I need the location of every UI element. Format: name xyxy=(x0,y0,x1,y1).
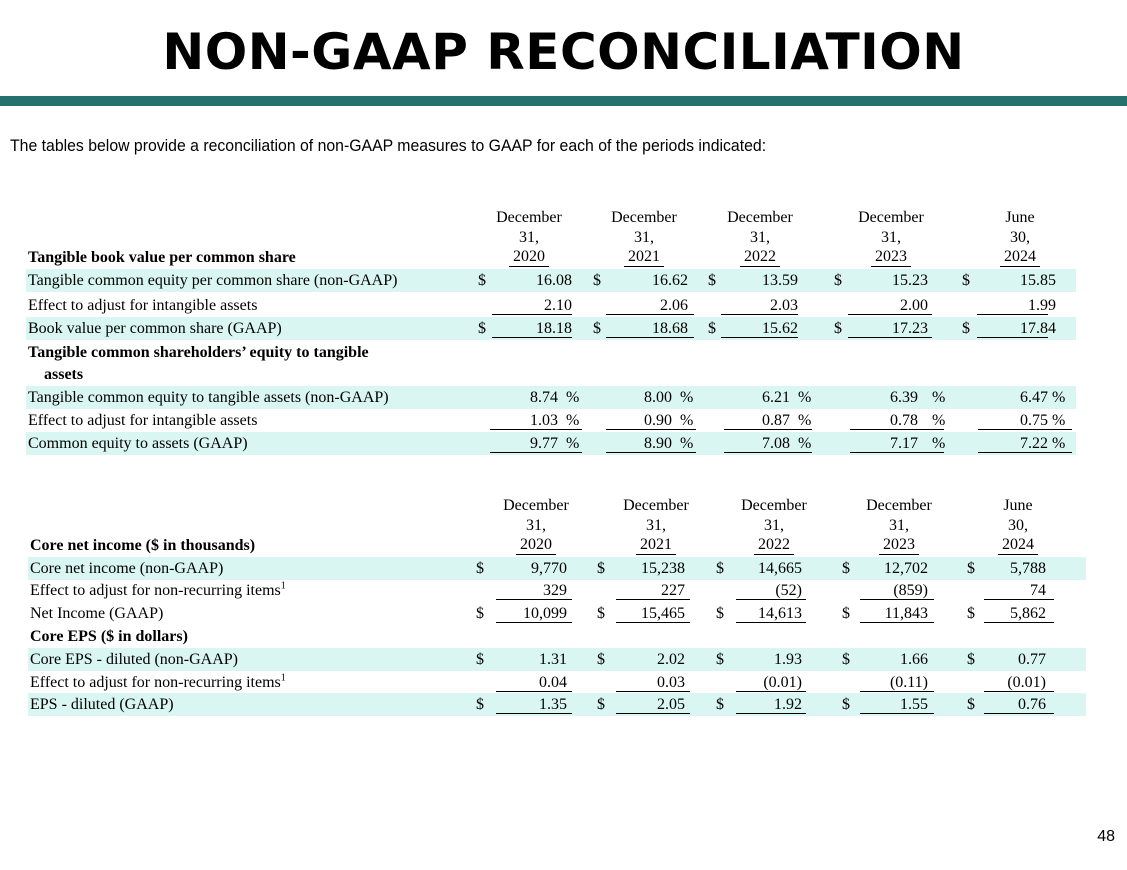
cell-value: 17.23 xyxy=(892,320,928,337)
dollar-sign: $ xyxy=(597,696,605,713)
dollar-sign: $ xyxy=(478,272,486,289)
section-title-row xyxy=(26,341,486,364)
cell-value: 15.85 xyxy=(1020,272,1056,289)
page-number: 48 xyxy=(1097,828,1115,845)
cell-underline xyxy=(736,691,806,692)
cell-underline xyxy=(496,599,572,600)
cell-value: 16.62 xyxy=(652,272,688,289)
header-year: 2021 xyxy=(636,535,676,555)
dollar-sign: $ xyxy=(967,605,975,622)
table-row xyxy=(26,432,1076,455)
cell-value: 0.77 xyxy=(1018,651,1046,668)
section-title: assets xyxy=(44,366,84,383)
header-day: 31, xyxy=(881,228,901,246)
cell-underline xyxy=(984,691,1054,692)
cell-value: 1.92 xyxy=(774,696,802,713)
dollar-sign: $ xyxy=(834,272,842,289)
dollar-sign: $ xyxy=(967,651,975,668)
header-month: June xyxy=(1003,497,1033,514)
percent-sign: % xyxy=(566,435,580,452)
row-label-text: Effect to adjust for non-recurring items xyxy=(30,582,281,599)
dollar-sign: $ xyxy=(716,560,724,577)
row-label xyxy=(30,579,286,602)
dollar-sign: $ xyxy=(593,272,601,289)
cell-underline xyxy=(978,452,1072,453)
row-label: Book value per common share (GAAP) xyxy=(28,320,282,337)
header-day: 31, xyxy=(889,516,909,534)
cell-underline xyxy=(736,713,806,714)
cell-value: 15.62 xyxy=(762,320,798,337)
cell-value: 0.75 xyxy=(1020,412,1048,429)
cell-value: (859) xyxy=(893,582,928,599)
table-row xyxy=(28,579,1086,602)
cell-value: 18.68 xyxy=(652,320,688,337)
tangible-book-value-table xyxy=(26,208,1076,458)
cell-value: 7.22 xyxy=(1020,435,1048,452)
cell-value: (0.01) xyxy=(763,674,802,691)
cell-value: 8.74 xyxy=(530,389,558,406)
header-year: 2020 xyxy=(509,247,549,267)
percent-sign: % xyxy=(798,412,812,429)
dollar-sign: $ xyxy=(716,651,724,668)
cell-underline xyxy=(606,337,694,338)
cell-value: 0.90 xyxy=(644,412,672,429)
cell-underline xyxy=(721,337,798,338)
table-row xyxy=(26,386,1076,409)
column-header xyxy=(724,496,824,555)
cell-value: 2.10 xyxy=(544,297,572,314)
cell-value: 17.84 xyxy=(1020,320,1056,337)
cell-underline xyxy=(848,314,932,315)
cell-underline xyxy=(616,622,690,623)
cell-underline xyxy=(860,713,934,714)
column-header xyxy=(849,496,949,555)
cell-value: 1.66 xyxy=(900,651,928,668)
row-label: Tangible common equity to tangible assets (non-GAAP) xyxy=(28,389,389,406)
cell-underline xyxy=(490,429,582,430)
dollar-sign: $ xyxy=(842,560,850,577)
cell-value: 1.35 xyxy=(539,696,567,713)
percent-sign: % xyxy=(798,435,812,452)
percent-sign: % xyxy=(566,412,580,429)
header-day: 31, xyxy=(519,228,539,246)
dollar-sign: $ xyxy=(967,560,975,577)
cell-value: 0.76 xyxy=(1018,696,1046,713)
cell-value: 15,465 xyxy=(641,605,685,622)
cell-underline xyxy=(860,622,934,623)
header-day: 31, xyxy=(764,516,784,534)
cell-value: 7.08 xyxy=(762,435,790,452)
cell-underline xyxy=(492,314,572,315)
title-divider xyxy=(0,96,1127,106)
table-row xyxy=(28,671,1086,694)
row-label: Common equity to assets (GAAP) xyxy=(28,435,248,452)
cell-value: 2.05 xyxy=(657,696,685,713)
cell-underline xyxy=(496,713,572,714)
table-row xyxy=(26,294,1076,317)
dollar-sign: $ xyxy=(476,696,484,713)
header-month: June xyxy=(1005,209,1035,226)
cell-value: 227 xyxy=(661,582,685,599)
cell-value: 16.08 xyxy=(536,272,572,289)
cell-value: 2.06 xyxy=(660,297,688,314)
cell-value: 1.55 xyxy=(900,696,928,713)
footnote-marker: 1 xyxy=(280,580,286,592)
section-title-row xyxy=(26,246,466,269)
percent-sign: % xyxy=(680,435,694,452)
row-label: Effect to adjust for intangible assets xyxy=(28,412,258,429)
cell-underline xyxy=(850,452,944,453)
header-month: December xyxy=(503,497,569,514)
cell-value: 8.90 xyxy=(644,435,672,452)
column-header xyxy=(710,208,810,267)
row-label: Tangible common equity per common share (non-GAAP) xyxy=(28,272,398,289)
cell-value: 8.00 xyxy=(644,389,672,406)
cell-value: (0.01) xyxy=(1007,674,1046,691)
column-header xyxy=(479,208,579,267)
cell-underline xyxy=(850,429,944,430)
cell-value: 6.21 xyxy=(762,389,790,406)
percent-sign: % xyxy=(932,389,946,406)
section-title-row xyxy=(28,534,468,557)
row-label-text: EPS - diluted (GAAP) xyxy=(30,696,174,713)
dollar-sign: $ xyxy=(834,320,842,337)
core-net-income-table xyxy=(28,496,1086,716)
section-title: Core EPS ($ in dollars) xyxy=(30,628,188,645)
dollar-sign: $ xyxy=(478,320,486,337)
row-label-text: Core net income (non-GAAP) xyxy=(30,560,224,577)
cell-value: 9,770 xyxy=(531,560,567,577)
column-header xyxy=(594,208,694,267)
dollar-sign: $ xyxy=(597,605,605,622)
percent-sign: % xyxy=(680,389,694,406)
dollar-sign: $ xyxy=(476,560,484,577)
cell-underline xyxy=(860,691,934,692)
percent-sign: % xyxy=(1052,412,1066,429)
cell-value: 14,665 xyxy=(758,560,802,577)
cell-value: 5,788 xyxy=(1010,560,1046,577)
cell-value: 329 xyxy=(543,582,567,599)
table-row xyxy=(28,693,1086,716)
header-day: 31, xyxy=(750,228,770,246)
table-row xyxy=(26,317,1076,340)
header-month: December xyxy=(496,209,562,226)
row-label xyxy=(30,602,163,625)
column-header xyxy=(841,208,941,267)
dollar-sign: $ xyxy=(842,651,850,668)
row-label xyxy=(30,671,286,694)
cell-value: (0.11) xyxy=(889,674,928,691)
column-header xyxy=(606,496,706,555)
cell-underline xyxy=(606,452,696,453)
page-title: NON-GAAP RECONCILIATION xyxy=(162,23,965,81)
header-day: 31, xyxy=(526,516,546,534)
header-year: 2020 xyxy=(516,535,556,555)
cell-value: 6.39 xyxy=(890,389,918,406)
cell-value: 2.00 xyxy=(900,297,928,314)
dollar-sign: $ xyxy=(476,605,484,622)
section-title-row xyxy=(26,363,486,386)
cell-value: 1.99 xyxy=(1028,297,1056,314)
header-month: December xyxy=(727,209,793,226)
cell-value: 7.17 xyxy=(890,435,918,452)
cell-value: 12,702 xyxy=(884,560,928,577)
dollar-sign: $ xyxy=(708,320,716,337)
column-header xyxy=(970,208,1070,267)
cell-underline xyxy=(724,452,812,453)
dollar-sign: $ xyxy=(716,696,724,713)
cell-underline xyxy=(490,452,582,453)
dollar-sign: $ xyxy=(967,696,975,713)
cell-value: 1.03 xyxy=(530,412,558,429)
header-day: 30, xyxy=(1008,516,1028,534)
header-year: 2024 xyxy=(1000,247,1040,267)
row-label: Effect to adjust for intangible assets xyxy=(28,297,258,314)
table-row xyxy=(26,269,1076,292)
intro-text: The tables below provide a reconciliation of non-GAAP measures to GAAP for each of the periods indicated: xyxy=(10,136,767,155)
cell-underline xyxy=(984,599,1054,600)
header-month: December xyxy=(858,209,924,226)
cell-underline xyxy=(984,713,1054,714)
header-day: 31, xyxy=(634,228,654,246)
header-month: December xyxy=(611,209,677,226)
cell-underline xyxy=(606,314,694,315)
cell-underline xyxy=(848,337,932,338)
header-month: December xyxy=(866,497,932,514)
cell-value: 9.77 xyxy=(530,435,558,452)
percent-sign: % xyxy=(1052,389,1066,406)
cell-value: 6.47 xyxy=(1020,389,1048,406)
percent-sign: % xyxy=(1052,435,1066,452)
header-month: December xyxy=(623,497,689,514)
cell-value: 10,099 xyxy=(523,605,567,622)
cell-value: 13.59 xyxy=(762,272,798,289)
cell-underline xyxy=(984,622,1054,623)
cell-value: 14,613 xyxy=(758,605,802,622)
cell-underline xyxy=(977,337,1048,338)
cell-value: 0.87 xyxy=(762,412,790,429)
header-year: 2022 xyxy=(740,247,780,267)
cell-underline xyxy=(492,337,572,338)
cell-value: 0.78 xyxy=(890,412,918,429)
section-title: Tangible common shareholders’ equity to tangible xyxy=(28,344,369,361)
dollar-sign: $ xyxy=(962,272,970,289)
cell-underline xyxy=(616,691,690,692)
header-day: 30, xyxy=(1010,228,1030,246)
percent-sign: % xyxy=(932,412,946,429)
table-row xyxy=(28,648,1086,671)
column-header xyxy=(968,496,1068,555)
cell-value: 0.03 xyxy=(657,674,685,691)
dollar-sign: $ xyxy=(842,696,850,713)
cell-value: (52) xyxy=(775,582,802,599)
percent-sign: % xyxy=(680,412,694,429)
dollar-sign: $ xyxy=(593,320,601,337)
footnote-marker: 1 xyxy=(280,672,286,684)
table-row xyxy=(28,557,1086,580)
cell-value: 1.93 xyxy=(774,651,802,668)
cell-underline xyxy=(616,599,690,600)
header-year: 2023 xyxy=(871,247,911,267)
cell-underline xyxy=(977,314,1048,315)
cell-value: 5,862 xyxy=(1010,605,1046,622)
cell-value: 18.18 xyxy=(536,320,572,337)
percent-sign: % xyxy=(798,389,812,406)
section-title-row xyxy=(28,625,468,648)
header-year: 2022 xyxy=(754,535,794,555)
cell-value: 2.03 xyxy=(770,297,798,314)
percent-sign: % xyxy=(932,435,946,452)
dollar-sign: $ xyxy=(842,605,850,622)
cell-value: 2.02 xyxy=(657,651,685,668)
row-label xyxy=(30,648,238,671)
header-day: 31, xyxy=(646,516,666,534)
header-year: 2023 xyxy=(879,535,919,555)
dollar-sign: $ xyxy=(962,320,970,337)
header-year: 2021 xyxy=(624,247,664,267)
cell-value: 1.31 xyxy=(539,651,567,668)
cell-value: 74 xyxy=(1030,582,1046,599)
cell-value: 0.04 xyxy=(539,674,567,691)
table-row xyxy=(28,602,1086,625)
row-label-text: Net Income (GAAP) xyxy=(30,605,164,622)
cell-value: 15.23 xyxy=(892,272,928,289)
cell-underline xyxy=(724,429,812,430)
row-label xyxy=(30,693,174,716)
row-label xyxy=(30,557,223,580)
cell-value: 15,238 xyxy=(641,560,685,577)
dollar-sign: $ xyxy=(716,605,724,622)
cell-underline xyxy=(721,314,798,315)
cell-underline xyxy=(978,429,1072,430)
section-title: Tangible book value per common share xyxy=(28,249,296,266)
header-year: 2024 xyxy=(998,535,1038,555)
percent-sign: % xyxy=(566,389,580,406)
table-row xyxy=(26,409,1076,432)
cell-underline xyxy=(606,429,696,430)
dollar-sign: $ xyxy=(597,560,605,577)
row-label-text: Effect to adjust for non-recurring items xyxy=(30,674,281,691)
section-title: Core net income ($ in thousands) xyxy=(30,537,256,554)
header-month: December xyxy=(741,497,807,514)
cell-underline xyxy=(616,713,690,714)
cell-underline xyxy=(736,599,806,600)
cell-underline xyxy=(860,599,934,600)
cell-underline xyxy=(496,622,572,623)
cell-underline xyxy=(496,691,572,692)
dollar-sign: $ xyxy=(708,272,716,289)
column-header xyxy=(486,496,586,555)
cell-underline xyxy=(736,622,806,623)
dollar-sign: $ xyxy=(597,651,605,668)
row-label-text: Core EPS - diluted (non-GAAP) xyxy=(30,651,238,668)
cell-value: 11,843 xyxy=(884,605,928,622)
dollar-sign: $ xyxy=(476,651,484,668)
